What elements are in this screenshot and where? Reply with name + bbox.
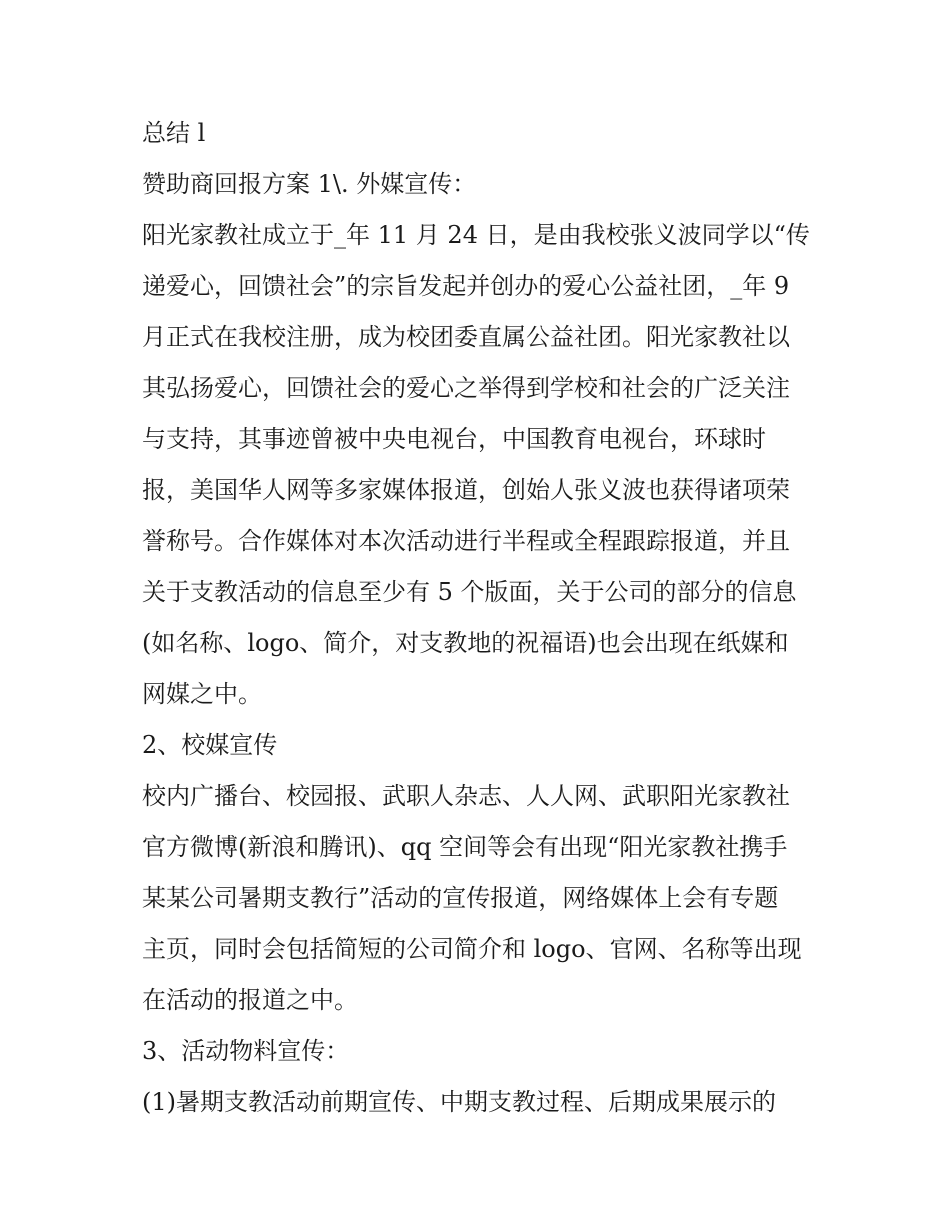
paragraph-line: 关于支教活动的信息至少有 5 个版面，关于公司的部分的信息 xyxy=(142,578,797,606)
paragraph-line: 阳光家教社成立于_年 11 月 24 日，是由我校张义波同学以“传 xyxy=(142,221,810,249)
paragraph-line: 报，美国华人网等多家媒体报道，创始人张义波也获得诸项荣 xyxy=(142,476,790,504)
paragraph-line: 递爱心，回馈社会”的宗旨发起并创办的爱心公益社团，_年 9 xyxy=(142,272,790,300)
paragraph-line: 月正式在我校注册，成为校团委直属公益社团。阳光家教社以 xyxy=(142,323,790,351)
paragraph-line: 其弘扬爱心，回馈社会的爱心之举得到学校和社会的广泛关注 xyxy=(142,374,790,402)
paragraph-line: 网媒之中。 xyxy=(142,680,262,708)
heading-sponsor-plan: 赞助商回报方案 1\. 外媒宣传： xyxy=(142,170,477,198)
paragraph-line: 在活动的报道之中。 xyxy=(142,986,358,1014)
heading-materials: 3、活动物料宣传： xyxy=(142,1037,350,1065)
paragraph-line: 官方微博(新浪和腾讯)、qq 空间等会有出现“阳光家教社携手 xyxy=(142,833,788,861)
paragraph-line: 誉称号。合作媒体对本次活动进行半程或全程跟踪报道，并且 xyxy=(142,527,790,555)
paragraph-line: 某某公司暑期支教行”活动的宣传报道，网络媒体上会有专题 xyxy=(142,884,779,912)
paragraph-line: (1)暑期支教活动前期宣传、中期支教过程、后期成果展示的 xyxy=(142,1088,776,1116)
paragraph-line: 校内广播台、校园报、武职人杂志、人人网、武职阳光家教社 xyxy=(142,782,790,810)
paragraph-line: (如名称、logo、简介，对支教地的祝福语)也会出现在纸媒和 xyxy=(142,629,789,657)
heading-campus-media: 2、校媒宣传 xyxy=(142,731,278,759)
document-body xyxy=(142,108,818,1128)
heading-summary: 总结 l xyxy=(142,119,206,147)
paragraph-line: 与支持，其事迹曾被中央电视台，中国教育电视台，环球时 xyxy=(142,425,766,453)
paragraph-line: 主页，同时会包括简短的公司简介和 logo、官网、名称等出现 xyxy=(142,935,802,963)
